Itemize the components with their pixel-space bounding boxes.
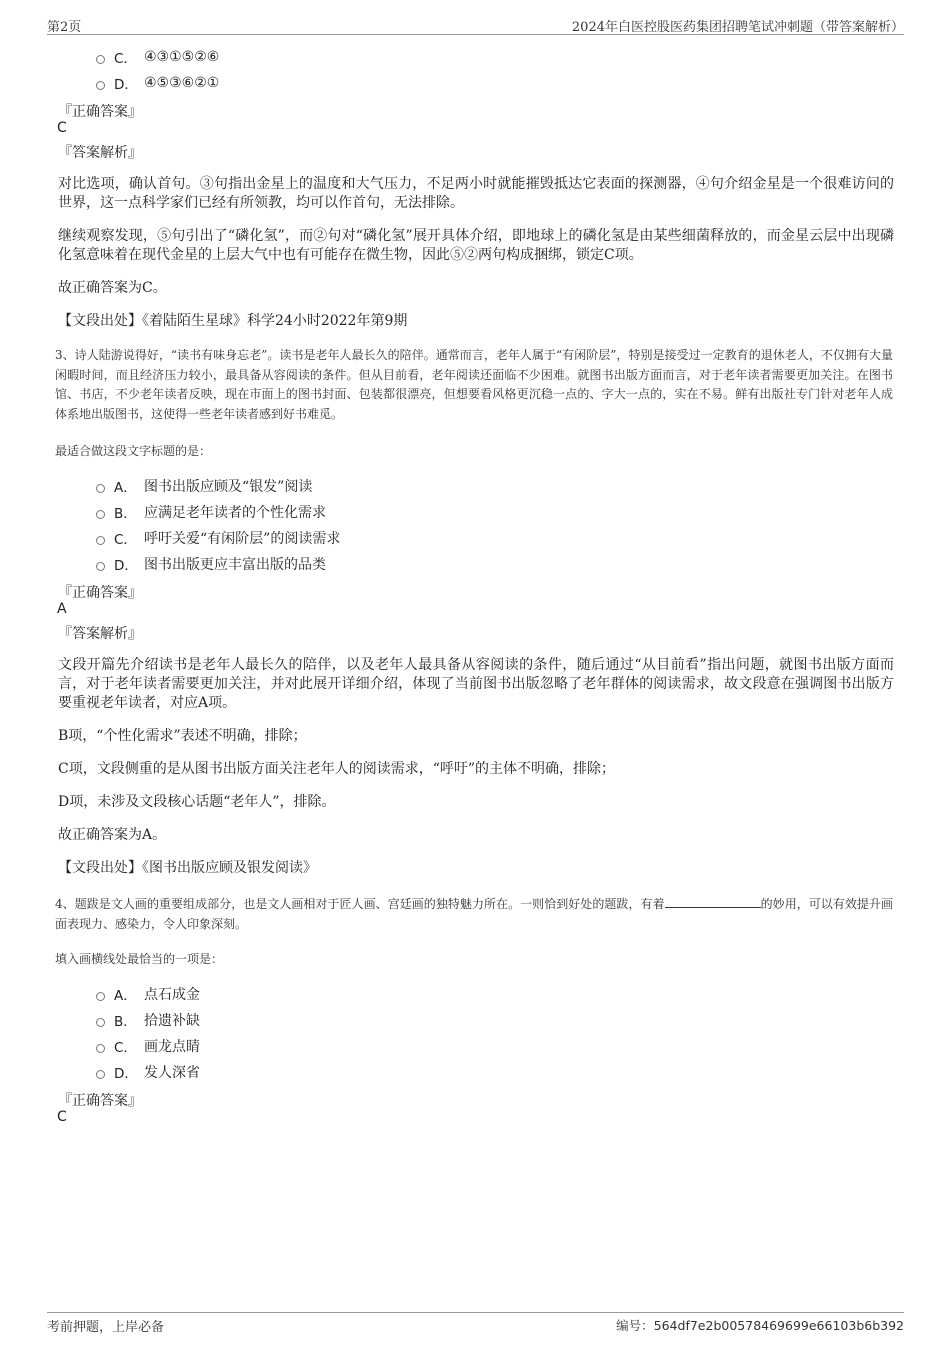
q4-option-c[interactable]: C． 画龙点睛 xyxy=(96,1036,200,1056)
q2-analysis-paragraph: 对比选项，确认首句。③句指出金星上的温度和大气压力，不足两小时就能摧毁抵达它表面的探测器，④句介绍金星是一个很难访问的世界，这一点科学家们已经有所领教，均可以作首句，无法排除。 xyxy=(58,176,894,211)
q3-analysis-paragraph: C项，文段侧重的是从图书出版方面关注老年人的阅读需求，“呼吁”的主体不明确，排除； xyxy=(58,761,616,777)
q4-answer-label: 『正确答案』 xyxy=(58,1093,142,1109)
radio-icon[interactable] xyxy=(96,992,105,1001)
q2-answer-label: 『正确答案』 xyxy=(58,104,142,120)
radio-icon[interactable] xyxy=(96,1070,105,1079)
q4-option-d[interactable]: D． 发人深省 xyxy=(96,1062,200,1082)
document-title: 2024年白医控股医药集团招聘笔试冲刺题（带答案解析） xyxy=(571,20,904,35)
q2-source: 【文段出处】《着陆陌生星球》科学24小时2022年第9期 xyxy=(58,313,408,329)
q3-analysis-paragraph: 文段开篇先介绍读书是老年人最长久的陪伴，以及老年人最具备从容阅读的条件，随后通过“从目前看”指出问题，就图书出版方面而言，对于老年读者需要更加关注，并对此展开详细介绍，体现了当前图书出版忽略了老年群体的阅读需求，故文段意在强调图书出版方要重视老年读者，对应A项。 xyxy=(58,657,894,711)
q4-prompt: 填入画横线处最恰当的一项是： xyxy=(55,952,224,966)
q3-source: 【文段出处】《图书出版应顾及银发阅读》 xyxy=(58,860,317,876)
q3-answer: A xyxy=(57,601,67,617)
page-number: 第2页 xyxy=(47,20,82,35)
q2-analysis-label: 『答案解析』 xyxy=(58,145,142,161)
radio-icon[interactable] xyxy=(96,55,105,64)
q2-conclusion: 故正确答案为C。 xyxy=(58,280,167,296)
radio-icon[interactable] xyxy=(96,1044,105,1053)
footer-slogan: 考前押题，上岸必备 xyxy=(47,1320,165,1335)
q3-option-c[interactable]: C． 呼吁关爱“有闲阶层”的阅读需求 xyxy=(96,528,340,548)
q2-answer: C xyxy=(57,120,67,136)
q2-option-c[interactable]: C． ④③①⑤②⑥ xyxy=(96,47,219,67)
fill-blank xyxy=(665,897,761,908)
radio-icon[interactable] xyxy=(96,536,105,545)
radio-icon[interactable] xyxy=(96,1018,105,1027)
radio-icon[interactable] xyxy=(96,484,105,493)
q2-option-d[interactable]: D． ④⑤③⑥②① xyxy=(96,73,219,93)
q4-option-b[interactable]: B． 拾遗补缺 xyxy=(96,1010,200,1030)
q3-prompt: 最适合做这段文字标题的是： xyxy=(55,444,212,458)
q3-analysis-paragraph: B项，“个性化需求”表述不明确，排除； xyxy=(58,728,307,744)
q2-analysis-paragraph: 继续观察发现，⑤句引出了“磷化氢”，而②句对“磷化氢”展开具体介绍，即地球上的磷化氢是由某些细菌释放的，而金星云层中出现磷化氢意味着在现代金星的上层大气中也有可能存在微生物，因此⑤②两句构成捆绑，锁定C项。 xyxy=(58,228,894,263)
q4-answer: C xyxy=(57,1109,67,1125)
radio-icon[interactable] xyxy=(96,81,105,90)
q3-option-d[interactable]: D． 图书出版更应丰富出版的品类 xyxy=(96,554,326,574)
document-code: 编号：564df7e2b00578469699e66103b6b392 xyxy=(616,1318,904,1333)
q4-stem: 4、题跋是文人画的重要组成部分，也是文人画相对于匠人画、宫廷画的独特魅力所在。一则恰到好处的题跋，有着 的妙用，可以有效提升画面表现力、感染力，令人印象深刻。 xyxy=(55,897,893,931)
q3-answer-label: 『正确答案』 xyxy=(58,585,142,601)
q4-option-a[interactable]: A． 点石成金 xyxy=(96,984,200,1004)
q3-analysis-label: 『答案解析』 xyxy=(58,626,142,642)
q3-option-b[interactable]: B． 应满足老年读者的个性化需求 xyxy=(96,502,326,522)
radio-icon[interactable] xyxy=(96,510,105,519)
q3-analysis-paragraph: D项，未涉及文段核心话题“老年人”，排除。 xyxy=(58,794,336,810)
page-footer xyxy=(47,1312,904,1335)
q3-option-a[interactable]: A． 图书出版应顾及“银发”阅读 xyxy=(96,476,312,496)
radio-icon[interactable] xyxy=(96,562,105,571)
q3-conclusion: 故正确答案为A。 xyxy=(58,827,167,843)
q3-stem: 3、诗人陆游说得好，“读书有味身忘老”。读书是老年人最长久的陪伴。通常而言，老年人属于“有闲阶层”，特别是接受过一定教育的退休老人，不仅拥有大量闲暇时间，而且经济压力较小，最具备从容阅读的条件。但从目前看，老年阅读还面临不少困难。就图书出版方面而言，对于老年读者需要更加关注。在图书馆、书店，不少老年读者反映，现在市面上的图书封面、包装都很漂亮，但想要看风格更沉稳一点的、字大一点的，实在不易。鲜有出版社专门针对老年人成体系地出版图书，这使得一些老年读者感到好书难觅。 xyxy=(55,348,893,421)
page-header xyxy=(47,14,904,35)
